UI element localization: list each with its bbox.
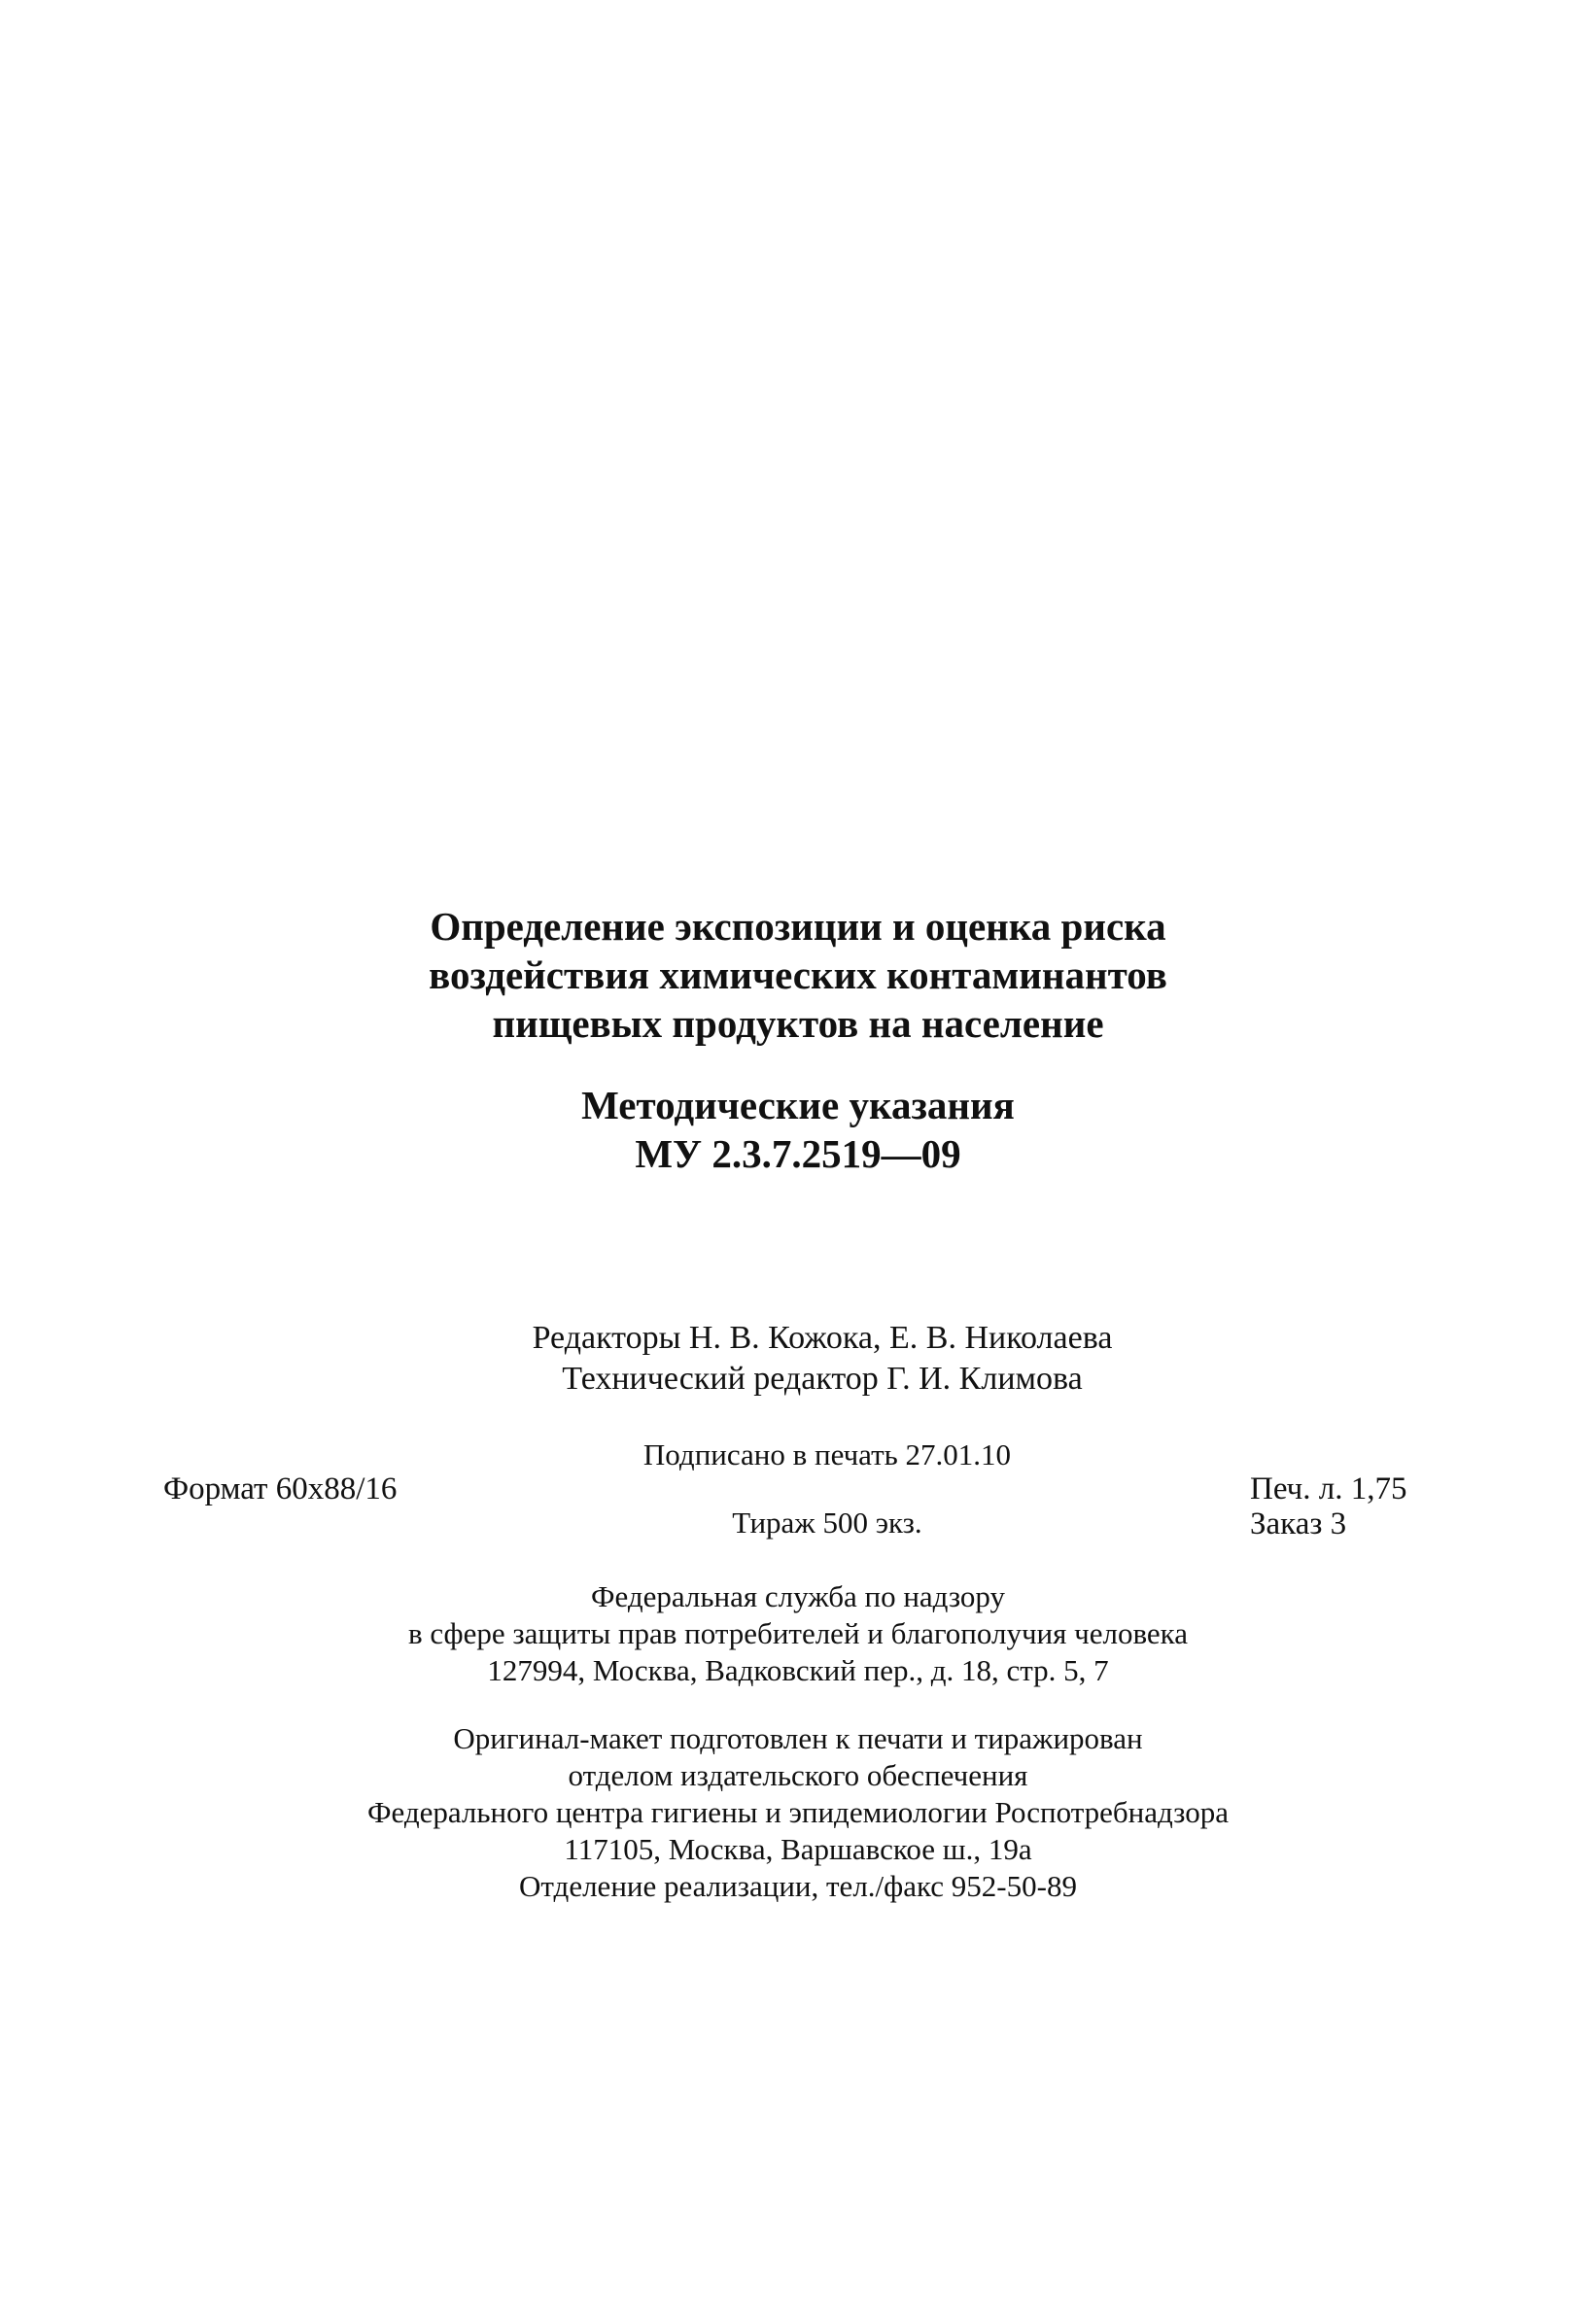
printer-line: отделом издательского обеспечения bbox=[568, 1758, 1028, 1792]
signed-line: Подписано в печать 27.01.10 bbox=[642, 1437, 1012, 1471]
sales-contact: Отделение реализации, тел./факс 952-50-89 bbox=[519, 1869, 1077, 1903]
publisher-line: Федеральная служба по надзору bbox=[591, 1579, 1005, 1613]
title-line: воздействия химических контаминантов bbox=[429, 952, 1167, 997]
printer-line: Оригинал-макет подготовлен к печати и тиражирован bbox=[453, 1721, 1143, 1755]
credits bbox=[0, 1318, 1596, 1400]
editors-line: Редакторы Н. В. Кожока, Е. В. Николаева bbox=[532, 1320, 1113, 1356]
doc-code: МУ 2.3.7.2519—09 bbox=[635, 1131, 961, 1176]
order-line: Заказ 3 bbox=[1250, 1506, 1347, 1541]
doc-type: Методические указания bbox=[581, 1083, 1015, 1127]
document-title bbox=[0, 902, 1596, 1048]
sheets-line: Печ. л. 1,75 bbox=[1250, 1471, 1407, 1506]
title-line: пищевых продуктов на население bbox=[492, 1001, 1104, 1046]
title-line: Определение экспозиции и оценка риска bbox=[430, 904, 1166, 949]
print-run-line: Тираж 500 экз. bbox=[732, 1506, 922, 1540]
document-subtitle bbox=[0, 1081, 1596, 1178]
tech-editor-line: Технический редактор Г. И. Климова bbox=[562, 1361, 1083, 1397]
format-line: Формат 60x88/16 bbox=[163, 1471, 398, 1506]
publisher-line: в сфере защиты прав потребителей и благополучия человека bbox=[407, 1616, 1189, 1650]
printer-line: Федерального центра гигиены и эпидемиологии Роспотребнадзора bbox=[367, 1795, 1229, 1829]
printer-address: 117105, Москва, Варшавское ш., 19а bbox=[564, 1832, 1032, 1866]
publisher-address: 127994, Москва, Вадковский пер., д. 18, стр. 5, 7 bbox=[487, 1653, 1109, 1687]
